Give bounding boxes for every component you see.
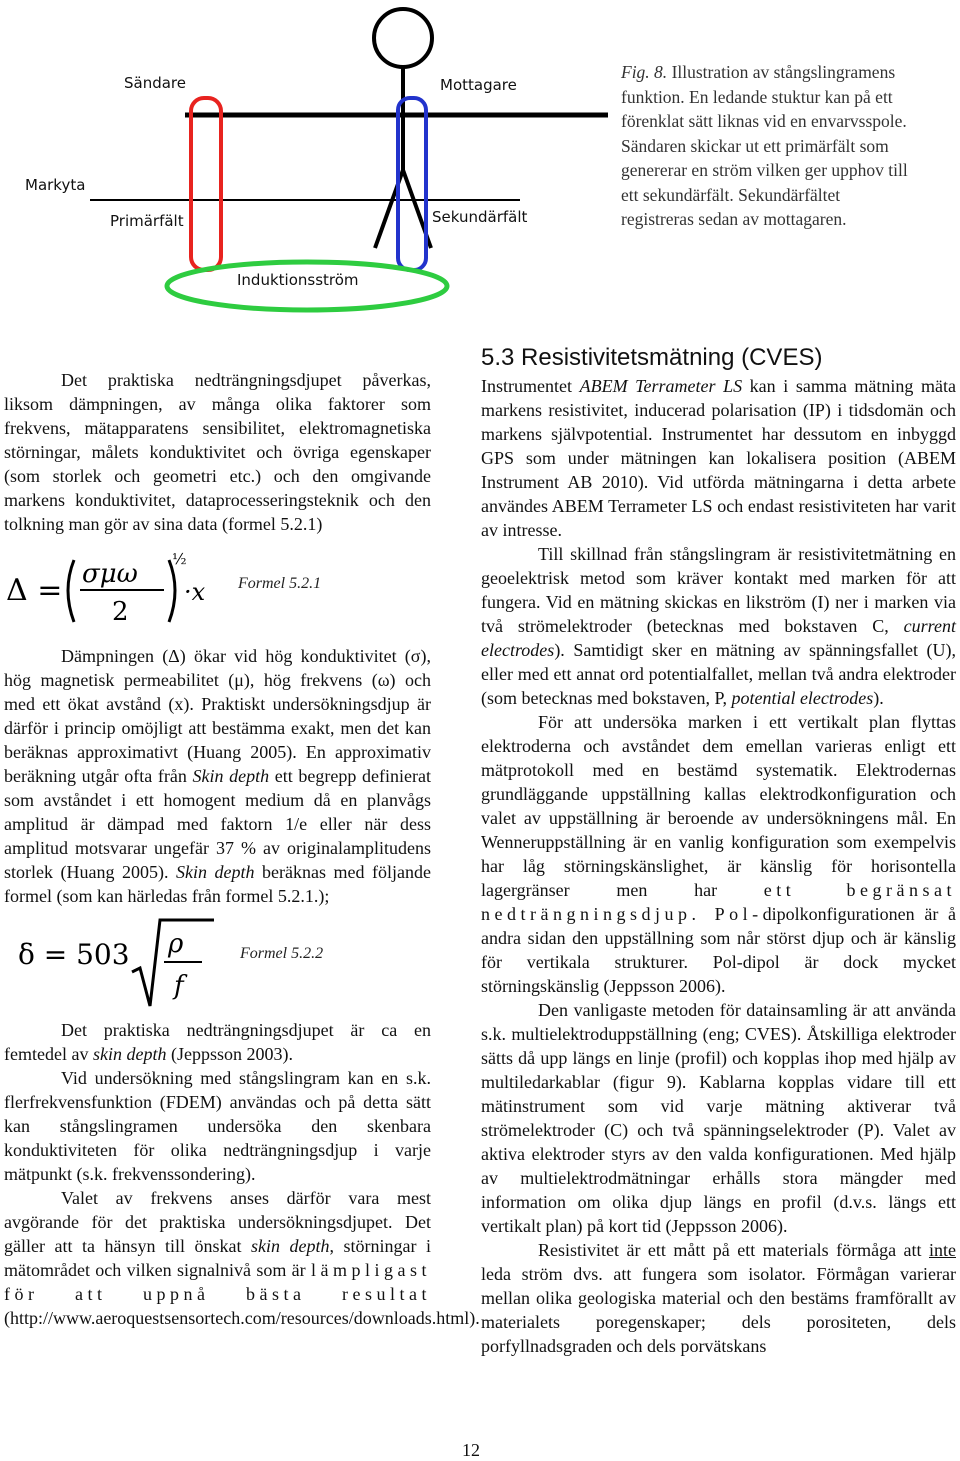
right-column — [481, 344, 956, 1358]
formula2-lhs: δ = 503 — [18, 938, 130, 971]
right-paragraph-2 — [481, 542, 956, 710]
formula1-numerator: σμω — [82, 559, 138, 589]
p2-text-b: ett begrepp definierat som avståndet i ett homogent medium då en planvågs amplitud är dämpad med faktorn 1/e eller när dess amplitud motsvarar ungefär 37 % av originalamplitudens storlek (Huang 2005). — [4, 766, 431, 882]
r1-text-b: kan i samma mätning mäta markens resistivitet, inducerad polarisation (IP) i tidsdomän och markens självpotential. Instrumentet har dessutom en inbyggd GPS som under mätningen kan lokalisera position (ABEM Instrument AB 2010). Vid utförda mätningarna i detta arbete användes ABEM Terrameter LS och endast resistiviteten har varit av intresse. — [481, 376, 956, 540]
p5-text-b: , störningar i mätområdet och vilken signalnivå som är — [4, 1236, 431, 1280]
formula-5-2-2 — [4, 912, 431, 1012]
p2-text: Dämpningen (Δ) ökar vid hög konduktivitet (σ), hög magnetisk permeabilitet (μ), hög frekvens (ω) och med ett ökat avstånd (x). Praktiskt undersökningsdjup är därför i princip omöjligt att bestämma exakt, men det kan beräknas approximativt (Huang 2005). En approximativ beräkning utgår ofta från — [4, 646, 431, 786]
formula1-denominator: 2 — [112, 597, 129, 627]
formula1-variable: ·x — [184, 578, 206, 606]
ground-conductivity-meter-diagram — [0, 0, 620, 330]
induction-current-label: Induktionsström — [237, 271, 359, 289]
left-paragraph-4: Vid undersökning med stångslingram kan en s.k. flerfrekvensfunktion (FDEM) användas och på detta sätt kan stångslingramen undersöka den skenbara konduktiviteten för olika nedträngningsdjup i varje mätpunkt (s.k. frekvenssondering). — [4, 1068, 431, 1184]
p3-text-b: (Jeppsson 2003). — [166, 1044, 293, 1064]
figure-caption — [621, 60, 916, 232]
r2-italic-2: potential electrodes — [731, 688, 874, 708]
formula1-label: Formel 5.2.1 — [238, 575, 322, 592]
r3-text: För att undersöka marken i ett vertikalt plan flyttas elektroderna och avståndet dem emellan varieras enligt ett mätprotokoll med en bestämd systematik. Elektrodernas grundläggande uppställning kallas elektrodkonfiguration och valet av uppställning är beroende av undersökningens mål. En Wenneruppställning är en vanlig konfiguration som exempelvis har låg störningskänslighet, är känslig för horisontella lagergränser men har — [481, 712, 956, 900]
left-column — [4, 368, 480, 1330]
r2-italic: current electrodes — [481, 616, 956, 660]
stick-figure — [374, 9, 432, 248]
formula1-lhs: Δ = — [6, 573, 63, 608]
right-paragraph-4: Den vanligaste metoden för datainsamling är att använda s.k. multielektroduppställning (eng; CVES). Åtskilliga elektroder sätts då upp längs en linje (profil) och kopplas ihop med hjälp av multiledarkablar (figur 9). Kablarna kopplas vidare till ett mätinstrument som vid varje mätning aktiverar två strömelektroder (C) och två spänningselektroder (P). Valet av aktiva elektroder styrs av den valda konfigurationen. Med hjälp av multielektrodmätningar erhålls stora mängder med information om olika djup längs en profil (d.v.s. längs ett vertikalt plan) på kort tid (Jeppsson 2006). — [481, 1000, 956, 1236]
formula2-denominator: f — [174, 971, 184, 1001]
p5-text: Valet av frekvens anses därför vara mest avgörande för det praktiska undersökningsdjupet. Det gäller att ta hänsyn till önskat — [4, 1188, 431, 1256]
formula2-numerator: ρ — [168, 929, 184, 959]
right-paragraph-3 — [481, 710, 956, 998]
page-number: 12 — [462, 1440, 480, 1460]
formula2-label: Formel 5.2.2 — [240, 945, 324, 962]
r5-underlined: inte — [929, 1240, 956, 1260]
r2-text-b: ). Samtidigt sker en mätning av spänningsfallet (U), eller med ett annat ord potentialfallet, mellan två andra elektroder (som betecknas med bokstaven, P, — [481, 640, 956, 708]
sender-loop — [191, 98, 221, 270]
r3-spaced: ett begränsat nedträngningsdjup. Pol- — [481, 880, 956, 924]
p2-italic: Skin depth — [192, 766, 270, 786]
right-paragraph-1 — [481, 374, 956, 542]
figure-8-illustration — [0, 0, 620, 330]
left-paragraph-2 — [4, 644, 431, 908]
secondary-field-label: Sekundärfält — [432, 208, 528, 226]
r2-text-c: ). — [873, 688, 884, 708]
p2-italic-2: Skin depth — [176, 862, 255, 882]
left-paragraph-3 — [4, 1018, 431, 1066]
p3-text: Det praktiska nedträngningsdjupet är ca en femtedel av — [4, 1020, 431, 1064]
formula-5-2-2-graphic — [4, 912, 234, 1012]
caption-label: Fig. 8. — [621, 62, 668, 82]
receiver-label: Mottagare — [440, 76, 517, 94]
right-paragraph-5 — [481, 1238, 956, 1358]
left-paragraph-5 — [4, 1186, 480, 1330]
r1-italic: ABEM Terrameter LS — [579, 376, 743, 396]
formula1-exponent: ½ — [172, 550, 187, 568]
p2-text-c: beräknas med följande formel (som kan härledas från formel 5.2.1.); — [4, 862, 431, 906]
p3-italic: skin depth — [92, 1044, 167, 1064]
left-paragraph-1: Det praktiska nedträngningsdjupet påverkas, liksom dämpningen, av många olika faktorer som frekvens, mätapparatens sensibilitet, elektromagnetiska störningar, målets konduktivitet och övriga egenskaper (som storlek och geometri etc.) och den omgivande markens konduktivitet, dataprocesseringsteknik och den tolkning man gör av sina data (formel 5.2.1) — [4, 370, 431, 534]
r3-text-b: dipolkonfigurationen är å andra sidan den uppställning som når störst djup och är känslig för vertikala strukturer. Pol-dipol är dock mycket störningskänslig (Jeppsson 2006). — [481, 904, 956, 996]
ground-label: Markyta — [25, 176, 86, 194]
p5-text-c: (http://www.aeroquestsensortech.com/resources/downloads.html). — [4, 1308, 480, 1328]
r2-text: Till skillnad från stångslingram är resistivitetmätning en geoelektrisk metod som kräver kontakt med marken för att fungera. Vid en mätning skickas en likström (I) ner i marken via två strömelektroder (betecknas med bokstaven C, — [481, 544, 956, 636]
r5-text-b: leda ström dvs. att fungera som isolator. Förmågan varierar mellan olika geologiska material och den bestäms framförallt av materialets poregenskaper; dels porositeten, dels porfyllnadsgraden och dels porvätskans — [481, 1264, 956, 1356]
p5-italic: skin depth — [250, 1236, 330, 1256]
formula-5-2-1 — [4, 542, 431, 634]
formula-5-2-1-graphic — [4, 542, 234, 634]
sender-label: Sändare — [124, 74, 186, 92]
caption-text: Illustration av stångslingramens funktion. En ledande stuktur kan på ett förenklat sätt liknas vid en envarvsspole. Sändaren skickar ut ett primärfält som genererar en ström vilken ger upphov till ett sekundärfält. Sekundärfältet registreras sedan av mottagaren. — [621, 62, 908, 229]
r5-text: Resistivitet är ett mått på ett materials förmåga att — [538, 1240, 929, 1260]
r1-text: Instrumentet — [481, 376, 580, 396]
p5-spaced: lämpligast för att uppnå bästa resultat — [4, 1260, 432, 1304]
primary-field-label: Primärfält — [110, 212, 184, 230]
section-heading: 5.3 Resistivitetsmätning (CVES) — [481, 344, 823, 371]
